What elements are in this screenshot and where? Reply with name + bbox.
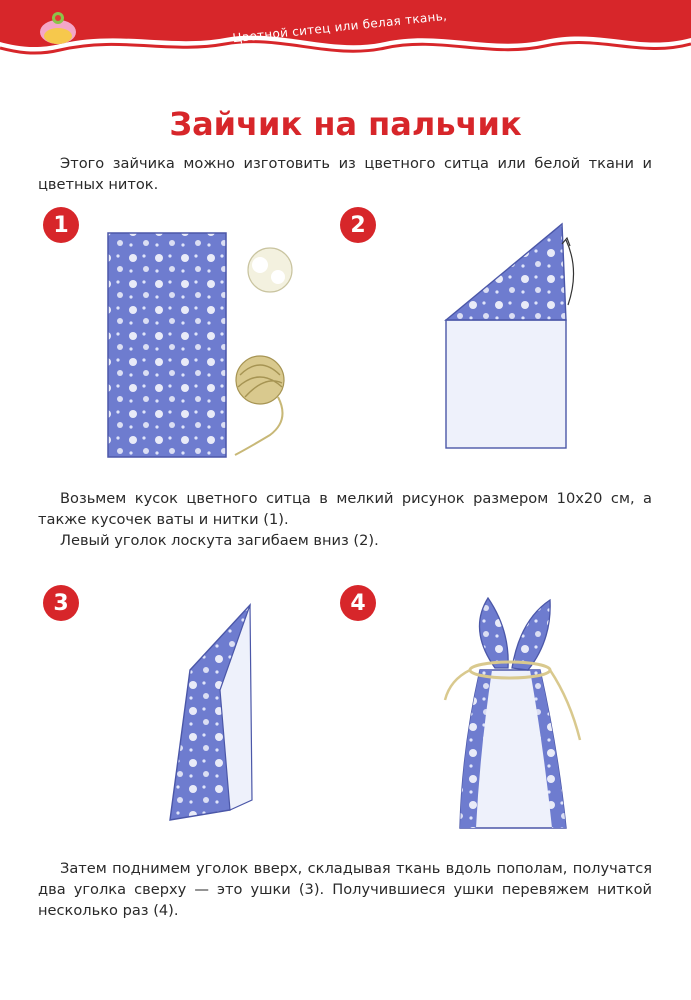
header-band <box>0 0 691 80</box>
cotton-wool-icon <box>248 248 292 292</box>
step-1-text: Возьмем кусок цветного ситца в мелкий рисунок размером 10х20 см, а также кусочек ваты и нитки (1). <box>38 490 652 528</box>
step-3-illustration <box>160 600 280 830</box>
step-1-illustration <box>100 225 330 465</box>
page-title: Зайчик на пальчик <box>169 105 522 143</box>
step-1-badge: 1 <box>43 207 79 243</box>
materials-line-2: вата или синтепон, нитки <box>243 43 417 75</box>
step-2-illustration <box>440 220 590 460</box>
step-3-4-text: Затем поднимем уголок вверх, складывая ткань вдоль пополам, получатся два уголка сверху — это ушки (3). Получившиеся ушки перевяжем ниткой несколько раз (4). <box>38 860 652 919</box>
thread-ball-icon <box>235 356 284 455</box>
materials-line-1: Цветной ситец или белая ткань, <box>231 8 448 46</box>
step-4-illustration <box>440 590 600 840</box>
intro-text: Этого зайчика можно изготовить из цветного ситца или белой ткани и цветных ниток. <box>38 155 652 193</box>
step-2-badge: 2 <box>340 207 376 243</box>
step-2-text: Левый уголок лоскута загибаем вниз (2). <box>60 532 379 549</box>
step-4-badge: 4 <box>340 585 376 621</box>
fabric-piece <box>108 233 226 457</box>
step-3-badge: 3 <box>43 585 79 621</box>
